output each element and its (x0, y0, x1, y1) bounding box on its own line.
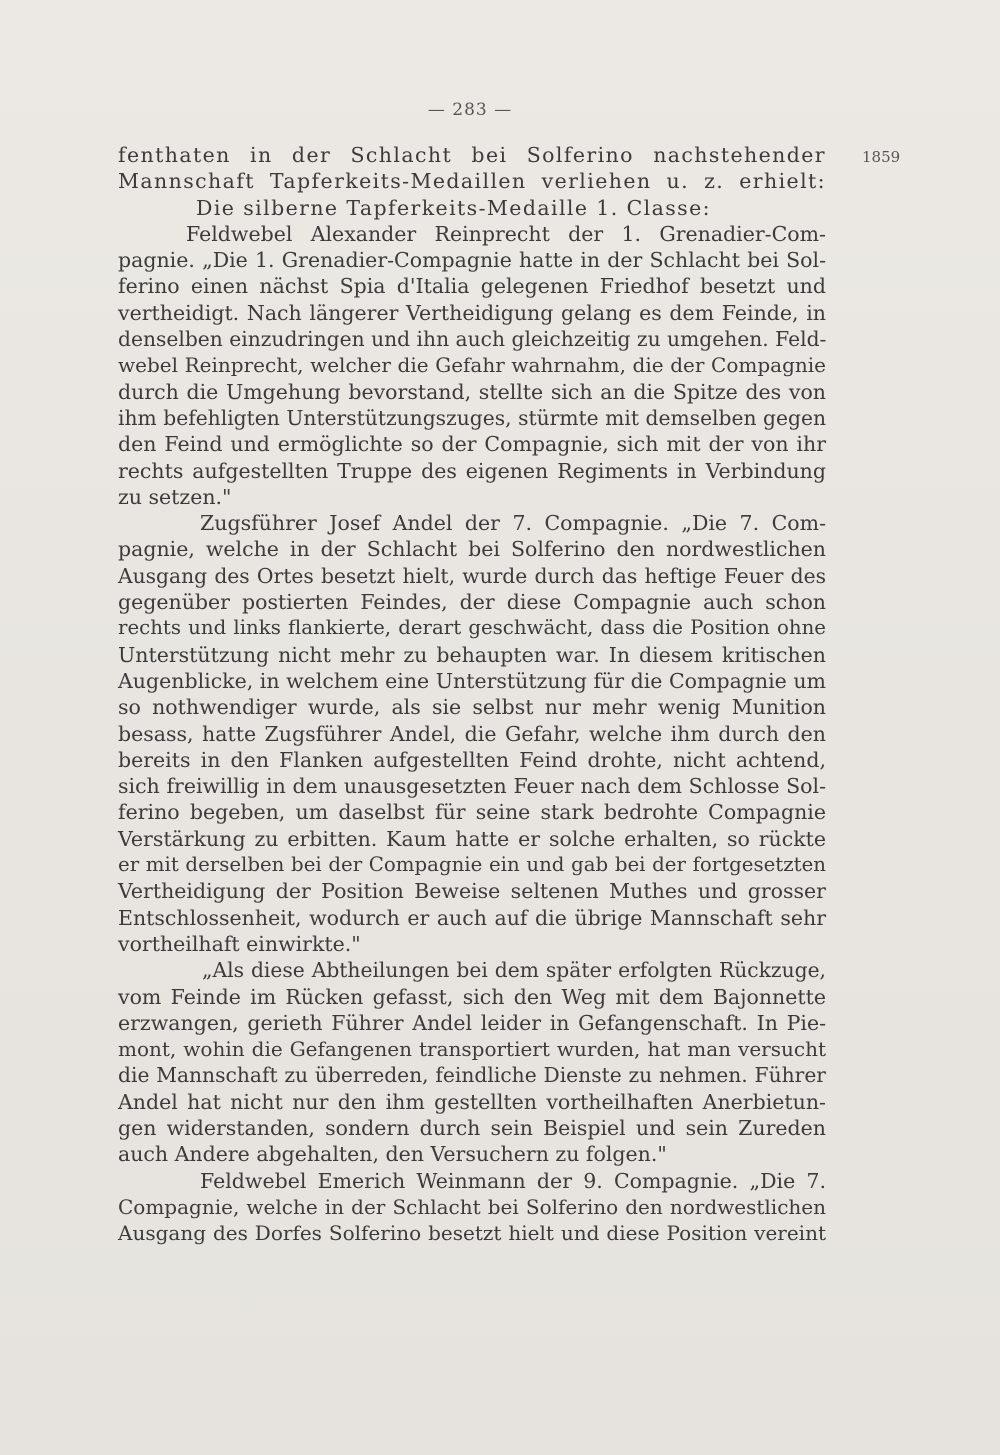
text-line: er mit derselben bei der Compagnie ein und gab bei der fortgesetzten (118, 853, 826, 877)
text-line: vertheidigt. Nach längerer Vertheidigung gelang es dem Feinde, in (118, 300, 826, 325)
text-line: zu setzen." (118, 484, 232, 509)
text-line: gegenüber postierten Feindes, der diese Compagnie auch schon (118, 590, 826, 615)
text-line: ihm befehligten Unterstützungszuges, stürmte mit demselben gegen (118, 405, 826, 430)
text-line: besass, hatte Zugsführer Andel, die Gefahr, welche ihm durch den (118, 721, 826, 746)
text-line: Vertheidigung der Position Beweise seltenen Muthes und grosser (118, 879, 826, 904)
text-line: die Mannschaft zu überreden, feindliche Dienste zu nehmen. Führer (118, 1063, 826, 1088)
text-line: mont, wohin die Gefangenen transportiert wurden, hat man versucht (118, 1037, 826, 1062)
text-line: „Als diese Abtheilungen bei dem später erfolgten Rückzuge, (202, 958, 826, 983)
text-line: durch die Umgehung bevorstand, stellte sich an die Spitze des von (118, 379, 826, 404)
text-line: ferino einen nächst Spia d'Italia gelegenen Friedhof besetzt und (118, 274, 826, 299)
text-line: Ausgang des Ortes besetzt hielt, wurde durch das heftige Feuer des (118, 563, 826, 588)
margin-year-note: 1859 (862, 148, 901, 166)
text-line: Augenblicke, in welchem eine Unterstützung für die Compagnie um (118, 668, 826, 693)
body-text (118, 142, 826, 1246)
text-line: Mannschaft Tapferkeits-Medaillen verliehen u. z. erhielt: (118, 169, 826, 194)
section-heading: Die silberne Tapferkeits-Medaille 1. Classe: (196, 195, 711, 220)
text-line: Compagnie, welche in der Schlacht bei Solferino den nordwestlichen (118, 1194, 826, 1219)
text-line: so nothwendiger wurde, als sie selbst nur mehr wenig Munition (118, 695, 826, 720)
text-line: ferino begeben, um daselbst für seine stark bedrohte Compagnie (118, 800, 826, 825)
text-line: Zugsführer Josef Andel der 7. Compagnie. „Die 7. Com- (200, 511, 826, 536)
text-line: webel Reinprecht, welcher die Gefahr wahrnahm, die der Compagnie (118, 353, 826, 378)
text-line: pagnie, welche in der Schlacht bei Solferino den nordwestlichen (118, 537, 826, 562)
text-line: Ausgang des Dorfes Solferino besetzt hielt und diese Position vereint (118, 1221, 826, 1246)
text-line: Feldwebel Alexander Reinprecht der 1. Grenadier-Com- (186, 221, 826, 246)
text-line: erzwangen, gerieth Führer Andel leider in Gefangenschaft. In Pie- (118, 1010, 826, 1035)
text-line: den Feind und ermöglichte so der Compagnie, sich mit der von ihr (118, 432, 826, 457)
text-line: denselben einzudringen und ihn auch gleichzeitig zu umgehen. Feld- (118, 327, 827, 352)
text-line: vortheilhaft einwirkte." (118, 931, 361, 956)
text-line: gen widerstanden, sondern durch sein Beispiel und sein Zureden (118, 1115, 826, 1140)
text-line: rechts und links flankierte, derart geschwächt, dass die Position ohne (118, 616, 826, 640)
text-line: Andel hat nicht nur den ihm gestellten vortheilhaften Anerbietun- (118, 1089, 826, 1114)
text-line: Unterstützung nicht mehr zu behaupten war. In diesem kritischen (118, 642, 826, 667)
page-number: — 283 — (427, 100, 513, 120)
text-line: auch Andere abgehalten, den Versuchern zu folgen." (118, 1142, 667, 1167)
text-line: Entschlossenheit, wodurch er auch auf die übrige Mannschaft sehr (118, 905, 826, 930)
text-line: pagnie. „Die 1. Grenadier-Compagnie hatte in der Schlacht bei Sol- (118, 248, 826, 273)
text-line: vom Feinde im Rücken gefasst, sich den Weg mit dem Bajonnette (118, 984, 826, 1009)
text-line: Feldwebel Emerich Weinmann der 9. Compagnie. „Die 7. (200, 1168, 826, 1193)
text-line: bereits in den Flanken aufgestellten Feind drohte, nicht achtend, (118, 747, 826, 772)
text-line: Verstärkung zu erbitten. Kaum hatte er solche erhalten, so rückte (118, 826, 826, 851)
text-line: sich freiwillig in dem unausgesetzten Feuer nach dem Schlosse Sol- (118, 774, 826, 799)
text-line: rechts aufgestellten Truppe des eigenen Regiments in Verbindung (118, 458, 826, 483)
text-line: fenthaten in der Schlacht bei Solferino nachstehender (118, 143, 826, 167)
